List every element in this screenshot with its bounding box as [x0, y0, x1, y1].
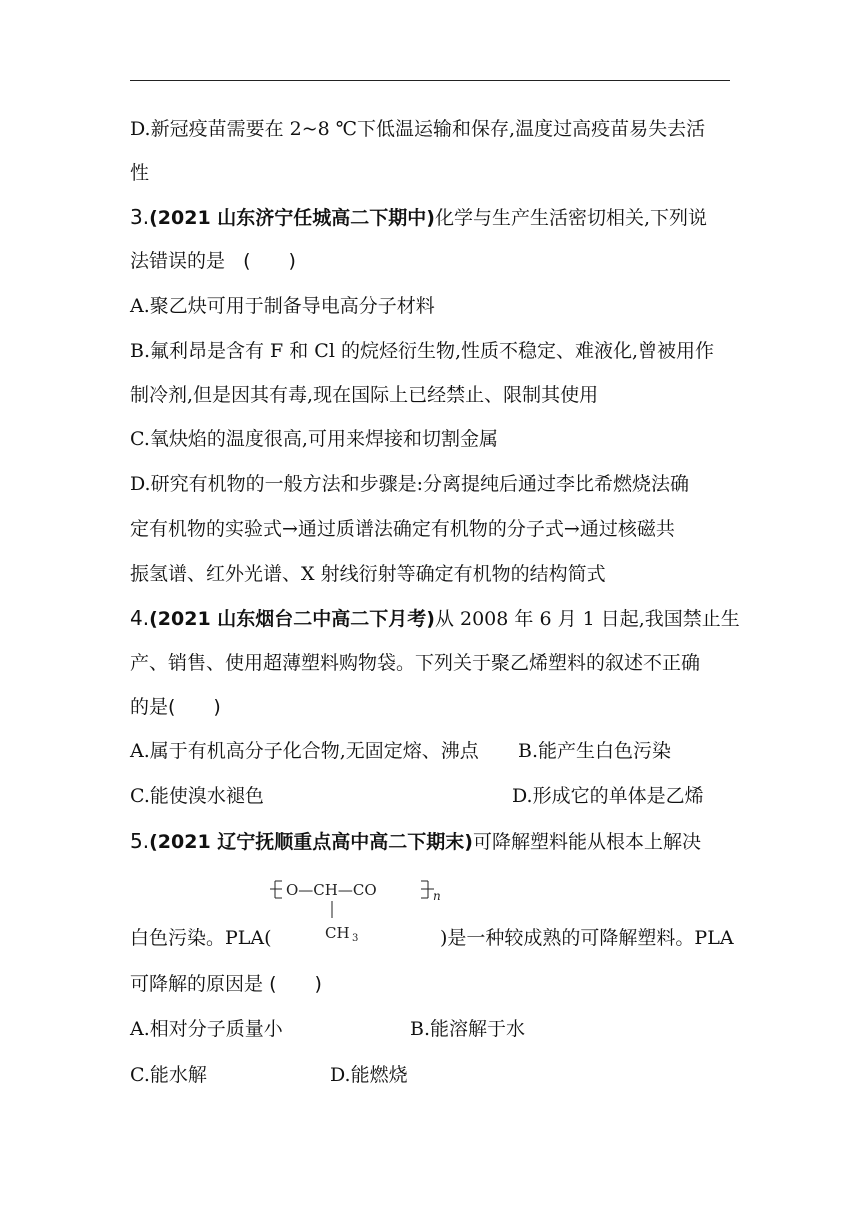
q3-option-a: A.聚乙炔可用于制备导电高分子材料 — [130, 295, 435, 317]
q5-option-d: D.能燃烧 — [330, 1064, 408, 1086]
q3-stem-line1 — [130, 204, 740, 231]
q4-option-row2 — [130, 783, 740, 809]
q5-stem-line2 — [130, 925, 740, 951]
q3-number: 3. — [130, 205, 150, 229]
q5-option-b: B.能溶解于水 — [410, 1018, 526, 1040]
q5-answer-blank: ( ) — [269, 973, 322, 995]
q5-stem-line1 — [130, 828, 740, 855]
q4-stem-text: 从 2008 年 6 月 1 日起,我国禁止生 — [434, 608, 740, 630]
q4-option-b: B.能产生白色污染 — [518, 740, 672, 762]
header-rule — [130, 80, 730, 81]
q5-stem-line3 — [130, 971, 740, 997]
q4-stem-text3: 的是 — [130, 696, 169, 718]
q5-option-a: A.相对分子质量小 — [130, 1018, 283, 1040]
q3-option-d-line3: 振氢谱、红外光谱、X 射线衍射等确定有机物的结构简式 — [130, 563, 606, 585]
q5-option-row1 — [130, 1016, 740, 1042]
q3-stem-line2 — [130, 248, 740, 274]
formula-subscript-n: n — [433, 889, 441, 903]
q5-number: 5. — [130, 829, 150, 853]
q3-option-c: C.氧炔焰的温度很高,可用来焊接和切割金属 — [130, 428, 498, 450]
q3-option-d-line2: 定有机物的实验式→通过质谱法确定有机物的分子式→通过核磁共 — [130, 518, 675, 540]
q4-option-c: C.能使溴水褪色 — [130, 785, 264, 807]
q4-answer-blank: ( ) — [168, 696, 221, 718]
formula-branch-subscript: 3 — [352, 933, 359, 944]
q4-stem-line3 — [130, 694, 740, 720]
q5-stem-text2-pre: 白色污染。PLA( — [130, 927, 272, 949]
q2-option-d-line1: D.新冠疫苗需要在 2~8 ℃下低温运输和保存,温度过高疫苗易失去活 — [130, 118, 706, 140]
q4-option-row1 — [130, 738, 740, 764]
q5-option-c: C.能水解 — [130, 1064, 207, 1086]
q4-number: 4. — [130, 606, 150, 630]
q3-source: (2021 山东济宁任城高二下期中) — [149, 207, 435, 229]
q4-source: (2021 山东烟台二中高二下月考) — [149, 608, 435, 630]
q4-stem-line2: 产、销售、使用超薄塑料购物袋。下列关于聚乙烯塑料的叙述不正确 — [130, 652, 701, 674]
q3-stem-text2: 法错误的是 — [130, 250, 226, 272]
q3-stem-text: 化学与生产生活密切相关,下列说 — [434, 207, 708, 229]
q3-answer-blank: ( ) — [243, 250, 296, 272]
q3-option-d-line1: D.研究有机物的一般方法和步骤是:分离提纯后通过李比希燃烧法确 — [130, 473, 689, 495]
q2-option-d-line2: 性 — [130, 162, 150, 184]
q5-option-row2 — [130, 1062, 740, 1088]
formula-chain: O—CH—CO — [286, 881, 377, 899]
q4-option-d: D.形成它的单体是乙烯 — [512, 785, 704, 807]
formula-branch: CH — [325, 924, 350, 942]
q3-option-b-line2: 制冷剂,但是因其有毒,现在国际上已经禁止、限制其使用 — [130, 384, 599, 406]
q4-option-a: A.属于有机高分子化合物,无固定熔、沸点 — [130, 740, 479, 762]
q4-stem-line1 — [130, 605, 740, 632]
q5-source: (2021 辽宁抚顺重点高中高二下期末) — [149, 831, 473, 853]
q5-stem-text: 可降解塑料能从根本上解决 — [472, 831, 701, 853]
q5-stem-text3: 可降解的原因是 — [130, 973, 264, 995]
q3-option-b-line1: B.氟利昂是含有 F 和 Cl 的烷烃衍生物,性质不稳定、难液化,曾被用作 — [130, 340, 715, 362]
q5-stem-text2-post: )是一种较成熟的可降解塑料。PLA — [440, 927, 734, 949]
